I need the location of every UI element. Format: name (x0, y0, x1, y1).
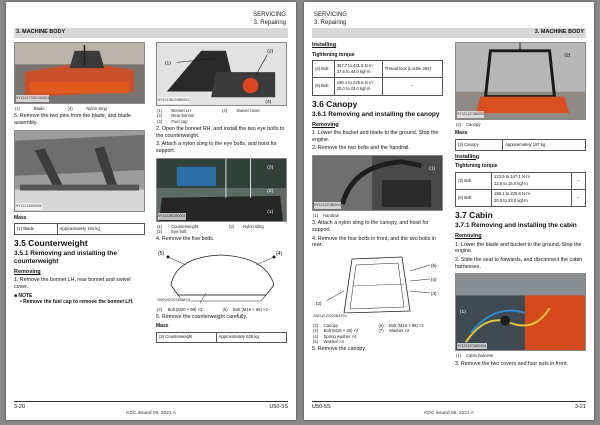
right-page (304, 2, 594, 420)
section-heading: 3.5 Counterweight (14, 237, 88, 248)
servicing-label: SERVICING (253, 12, 286, 18)
header-chapter (314, 12, 347, 27)
legend-text: Bolt (M16 × 98) ×2 (389, 322, 424, 328)
mass-item: (3) Counterweight (157, 332, 217, 343)
installing-heading: Installing (455, 153, 480, 160)
step-text: 2. Open the bonnet RH, and install the two eye bolts to the counterweight. (156, 126, 285, 139)
handrail-photo (312, 155, 443, 211)
subsection-heading: 3.6.1 Removing and installing the canopy (312, 110, 440, 118)
legend-text: Bolt (M16 × 45) ×4 (323, 328, 359, 334)
legend-text: Nylon sling (86, 106, 107, 111)
svg-text:(2): (2) (267, 188, 274, 194)
legend-text: Bolt (M20 × 98) ×3 (167, 307, 203, 312)
torque-value: 123.6 to 147.1 N·m 12.6 to 15.0 kgf·m (492, 172, 572, 189)
header-bar (312, 28, 586, 38)
torque-value: 196.1 to 225.6 N·m 20.0 to 23.0 kgf·m (492, 189, 572, 206)
note-title: ■ NOTE (14, 292, 33, 299)
photo-code: 9Y1211ZCB0002 (457, 112, 485, 117)
canopy-photo (455, 42, 586, 120)
step-text: 5. Remove the counterweight carefully. (156, 314, 248, 321)
page-number: 3-21 (574, 404, 586, 410)
subsection-heading: 3.7.1 Removing and installing the cabin (455, 222, 577, 230)
canopy-image (456, 43, 585, 119)
legend-num: (1) (456, 353, 462, 359)
chapter-label: 3. Repairing (253, 19, 286, 26)
left-column-2 (156, 42, 287, 343)
legend-num: (4) (157, 307, 163, 312)
torque-table (312, 60, 443, 95)
svg-text:(5): (5) (431, 262, 437, 268)
photo-code: 9Y1211ZIB0001 (16, 204, 42, 208)
mass-table (14, 223, 145, 235)
bolt-drawing (156, 245, 287, 305)
bonnet-image (157, 43, 286, 105)
section-heading: 3.7 Cabin (455, 210, 493, 221)
step-text: 3. Attach a nylon sling to the canopy, and hoist for support. (312, 220, 429, 233)
servicing-label: SERVICING (314, 12, 347, 18)
subsection-heading: 3.5.1 Removing and installing the counterweight (14, 249, 117, 265)
page-footer (14, 401, 288, 410)
legend-num: (1) (157, 223, 163, 229)
torque-item: (6) Bolt (456, 189, 492, 206)
note-title-text: NOTE (18, 292, 33, 299)
mass-item: (1) Blade (15, 224, 58, 235)
installing-heading: Installing (312, 42, 337, 48)
legend-num: (2) (313, 322, 319, 328)
model-name: U50-5S (269, 404, 288, 410)
counterweight-photo (156, 158, 287, 222)
legend-text: Spring washer ×4 (323, 333, 357, 339)
issued-label: KDC issued 09, 2021 A (126, 411, 176, 416)
legend-text: Eye bolt (171, 229, 187, 234)
section-heading: 3.6 Canopy (312, 98, 358, 109)
legend-num: (7) (378, 328, 384, 334)
legend-num: (5) (313, 338, 319, 344)
torque-item: (6) Bolt (313, 78, 335, 95)
right-column-2 (455, 42, 586, 367)
bolt-diagram (156, 245, 287, 305)
mass-item: (2) Canopy (456, 140, 503, 151)
legend-num: (3) (313, 328, 319, 334)
svg-text:(2): (2) (267, 49, 274, 55)
legend-num: (2) (157, 113, 163, 119)
legend-text: Fuel cap (171, 118, 188, 124)
issued-label: KDC issued 09, 2021 A (424, 411, 474, 416)
torque-remark: Thread lock (Loctite 262) (382, 61, 442, 78)
legend-num: (2) (456, 122, 462, 127)
step-text: 3. Remove the two covers and four nuts in front. (455, 360, 568, 367)
svg-text:(5): (5) (158, 251, 165, 257)
mass-value: Approximately 625 kg (216, 332, 286, 343)
legend-num: (4) (222, 108, 228, 113)
legend-text: Canopy (323, 322, 339, 328)
legend-num: (6) (378, 322, 384, 328)
counterweight-image (157, 159, 286, 221)
legend-num: (3) (228, 223, 235, 229)
page-footer (312, 401, 586, 410)
mass-table (455, 139, 586, 151)
left-column-1 (14, 42, 145, 306)
photo-legend (312, 213, 443, 218)
mass-value: Approximately 197 kg (503, 140, 586, 151)
removing-heading: Removing (312, 121, 339, 128)
legend-text: Bolt (M16 × 69) ×2 (233, 307, 268, 312)
photo-code: 2W0Q9Z0024BAP01 (157, 298, 191, 303)
step-text: 5. Remove the canopy. (312, 346, 367, 353)
header-bar (14, 28, 288, 38)
right-column-1 (312, 42, 443, 353)
cabin-harness-photo (455, 273, 586, 351)
legend-text: Cabin harness (466, 353, 494, 359)
legend-text: Canopy (466, 122, 481, 127)
photo-code: 9Y1211772ZCX0001 (16, 96, 50, 101)
legend-num: (5) (222, 307, 228, 312)
bonnet-photo (156, 42, 287, 106)
mass-label: Mass (14, 214, 27, 221)
photo-legend (312, 323, 443, 345)
torque-remark: – (382, 78, 442, 95)
legend-num: (2) (157, 229, 163, 234)
legend-text: Handrail (323, 212, 339, 218)
header-chapter (253, 12, 286, 27)
torque-item: (3) Bolt (456, 172, 492, 189)
step-text: 2. Remove the two bolts and the handrail. (312, 145, 410, 152)
blade-pin-image (15, 131, 144, 211)
legend-num: (1) (15, 106, 21, 111)
page-number: 3-20 (14, 404, 26, 410)
legend-num: (1) (157, 108, 163, 113)
legend-text: Swivel cover (236, 108, 260, 113)
photo-legend (455, 122, 586, 127)
photo-code: 9Y1211ZCAB0001 (457, 343, 487, 348)
photo-legend (156, 307, 287, 312)
header-section-title: 3. MACHINE BODY (534, 29, 584, 35)
torque-value: 196.1 to 225.6 N·m 20.0 to 23.0 kgf·m (334, 78, 382, 95)
canopy-drawing (312, 251, 443, 321)
torque-label: Tightening torque (312, 51, 355, 58)
mass-label: Mass (455, 130, 468, 137)
svg-text:(2): (2) (564, 53, 571, 59)
legend-num: (4) (313, 333, 319, 339)
photo-legend (455, 353, 586, 358)
step-text: 4. Remove the five bolts. (156, 236, 215, 243)
svg-text:(1): (1) (429, 166, 436, 172)
mass-value: Approximately 191 kg (57, 224, 145, 235)
torque-remark: – (571, 189, 585, 206)
step-text: 4. Remove the four bolts in front, and the two bolts in rear. (312, 235, 436, 249)
legend-text: Counterweight (171, 223, 199, 229)
svg-text:(4): (4) (265, 100, 272, 105)
svg-text:(1): (1) (459, 310, 466, 316)
header-section-title: 3. MACHINE BODY (16, 29, 66, 35)
step-text: 5. Remove the two pins from the blade, and blade assembly. (14, 113, 131, 126)
legend-text: Nylon sling (243, 223, 264, 229)
step-text: 2. Slide the seat to forwards, and disconnect the cabin harnesses. (455, 256, 583, 270)
photo-legend (156, 224, 287, 235)
svg-text:(1): (1) (267, 209, 274, 215)
torque-item: (4) Bolt (313, 61, 335, 78)
svg-text:(1): (1) (164, 61, 171, 67)
mass-label: Mass (156, 323, 169, 329)
canopy-diagram (312, 251, 443, 321)
photo-code: 9Y1211BCNIB0001 (158, 98, 190, 103)
legend-text: Washer ×2 (389, 328, 410, 334)
cabin-harness-image (456, 274, 585, 350)
legend-num: (4) (67, 106, 73, 111)
photo-legend (156, 108, 287, 124)
torque-value: 367.7 to 431.5 N·m 37.5 to 44.0 kgf·m (334, 61, 382, 78)
svg-text:(3): (3) (431, 290, 437, 296)
chapter-label: 3. Repairing (314, 19, 347, 26)
blade-pin-photo (14, 130, 145, 212)
photo-code: 2W0QKZ0026BAP01 (313, 314, 347, 319)
torque-remark: – (571, 172, 585, 189)
step-text: 3. Attach a nylon sling to the eye bolts, and hoist for support. (156, 141, 278, 154)
legend-text: Blade (33, 106, 45, 111)
svg-text:(2): (2) (316, 300, 322, 306)
step-text: 1. Lower the blade and bucket to the ground. Stop the engine. (455, 241, 582, 255)
torque-label: Tightening torque (455, 163, 498, 170)
legend-text: Bonnet LH (171, 108, 192, 113)
mass-table (156, 332, 287, 344)
legend-text: Rear bonnet (171, 113, 195, 119)
svg-text:(4): (4) (431, 276, 437, 282)
photo-code: 9Y1211BCB0001 (158, 214, 186, 218)
svg-text:(3): (3) (267, 165, 274, 171)
svg-text:(4): (4) (276, 251, 283, 257)
legend-text: Washer ×4 (323, 338, 344, 344)
legend-num: (3) (157, 118, 163, 124)
removing-heading: Removing (455, 233, 482, 240)
step-text: 1. Lower the bucket and blade to the ground. Stop the engine. (312, 130, 439, 143)
photo-code: 9Y1211ZCB0001 (314, 203, 342, 208)
model-name: U50-5S (312, 404, 331, 410)
left-page (6, 2, 296, 420)
note-block (14, 293, 145, 306)
removing-heading: Removing (14, 268, 41, 275)
photo-legend (14, 106, 145, 111)
blade-photo (14, 42, 145, 104)
torque-table (455, 172, 586, 207)
blade-image (15, 43, 144, 103)
note-body: • Remove the fuel cap to remove the bonnet LH. (20, 299, 134, 306)
step-text: 1. Remove the bonnet LH, rear bonnet and swivel cover. (14, 277, 131, 290)
legend-num: (1) (313, 212, 319, 218)
